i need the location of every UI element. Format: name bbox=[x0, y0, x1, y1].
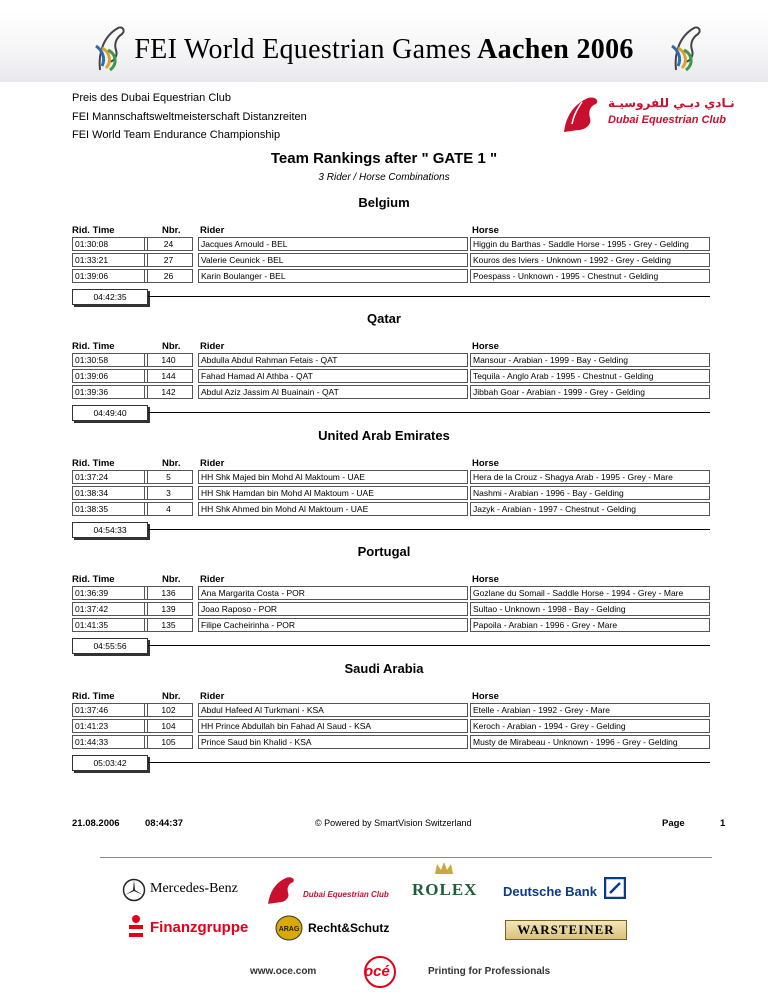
sponsor-divider bbox=[100, 857, 712, 858]
column-header-nbr: Nbr. bbox=[162, 341, 181, 352]
team-name: Belgium bbox=[358, 195, 410, 210]
cell-rider: HH Prince Abdullah bin Fahad Al Saud - KSA bbox=[198, 719, 468, 733]
cell-nbr: 3 bbox=[144, 486, 193, 500]
column-header-horse: Horse bbox=[472, 574, 499, 585]
section-divider bbox=[148, 412, 710, 413]
cell-nbr: 142 bbox=[144, 385, 193, 399]
cell-time: 01:37:42 bbox=[72, 602, 148, 616]
team-total-time: 05:03:42 bbox=[72, 755, 148, 771]
sponsor-deutsche-bank: Deutsche Bank bbox=[503, 884, 597, 899]
cell-time: 01:37:24 bbox=[72, 470, 148, 484]
dubai-club-horse-icon bbox=[560, 94, 604, 134]
team-total-time: 04:54:33 bbox=[72, 522, 148, 538]
page-title: Team Rankings after " GATE 1 " bbox=[270, 150, 498, 167]
mercedes-star-icon bbox=[122, 878, 146, 902]
sparkasse-icon bbox=[127, 914, 145, 940]
column-header-horse: Horse bbox=[472, 691, 499, 702]
column-header-time: Rid. Time bbox=[72, 574, 115, 585]
column-header-time: Rid. Time bbox=[72, 225, 115, 236]
cell-nbr: 140 bbox=[144, 353, 193, 367]
sponsor-oce-url: www.oce.com bbox=[250, 966, 317, 977]
cell-horse: Gozlane du Somail - Saddle Horse - 1994 - Grey - Mare bbox=[470, 586, 710, 600]
cell-horse: Mansour - Arabian - 1999 - Bay - Gelding bbox=[470, 353, 710, 367]
cell-time: 01:36:39 bbox=[72, 586, 148, 600]
footer-page-label: Page bbox=[662, 818, 685, 829]
header-line-2: FEI Mannschaftsweltmeisterschaft Distanzreiten bbox=[72, 111, 307, 123]
cell-rider: Filipe Cacheirinha - POR bbox=[198, 618, 468, 632]
column-header-nbr: Nbr. bbox=[162, 458, 181, 469]
deutsche-bank-logo-icon bbox=[604, 877, 626, 899]
cell-rider: HH Shk Ahmed bin Mohd Al Maktoum - UAE bbox=[198, 502, 468, 516]
sponsor-warsteiner: WARSTEINER bbox=[517, 922, 615, 937]
team-total-time: 04:55:56 bbox=[72, 638, 148, 654]
cell-rider: HH Shk Hamdan bin Mohd Al Maktoum - UAE bbox=[198, 486, 468, 500]
cell-horse: Etelle - Arabian - 1992 - Grey - Mare bbox=[470, 703, 710, 717]
column-header-nbr: Nbr. bbox=[162, 574, 181, 585]
team-name: United Arab Emirates bbox=[318, 428, 450, 443]
section-divider bbox=[148, 529, 710, 530]
sponsor-recht-schutz: Recht&Schutz bbox=[308, 921, 390, 935]
cell-nbr: 4 bbox=[144, 502, 193, 516]
cell-horse: Sultao - Unknown - 1998 - Bay - Gelding bbox=[470, 602, 710, 616]
cell-nbr: 135 bbox=[144, 618, 193, 632]
footer-time: 08:44:37 bbox=[145, 818, 184, 829]
page-subtitle: 3 Rider / Horse Combinations bbox=[318, 172, 450, 183]
svg-text:ARAG: ARAG bbox=[278, 926, 300, 933]
team-name: Qatar bbox=[367, 311, 401, 326]
column-header-rider: Rider bbox=[200, 458, 225, 469]
footer-date: 21.08.2006 bbox=[72, 818, 120, 829]
cell-rider: Ana Margarita Costa - POR bbox=[198, 586, 468, 600]
cell-time: 01:41:23 bbox=[72, 719, 148, 733]
column-header-horse: Horse bbox=[472, 341, 499, 352]
section-divider bbox=[148, 645, 710, 646]
cell-horse: Jazyk - Arabian - 1997 - Chestnut - Gelding bbox=[470, 502, 710, 516]
cell-nbr: 102 bbox=[144, 703, 193, 717]
cell-rider: Joao Raposo - POR bbox=[198, 602, 468, 616]
cell-time: 01:41:35 bbox=[72, 618, 148, 632]
team-name: Portugal bbox=[357, 544, 411, 559]
cell-time: 01:39:06 bbox=[72, 369, 148, 383]
team-section bbox=[0, 195, 768, 305]
column-header-rider: Rider bbox=[200, 691, 225, 702]
sponsor-rolex: ROLEX bbox=[412, 880, 478, 899]
cell-rider: Karin Boulanger - BEL bbox=[198, 269, 468, 283]
cell-horse: Poespass - Unknown - 1995 - Chestnut - Gelding bbox=[470, 269, 710, 283]
team-section bbox=[0, 544, 768, 654]
cell-horse: Keroch - Arabian - 1994 - Grey - Gelding bbox=[470, 719, 710, 733]
cell-nbr: 27 bbox=[144, 253, 193, 267]
column-header-horse: Horse bbox=[472, 458, 499, 469]
cell-rider: Prince Saud bin Khalid - KSA bbox=[198, 735, 468, 749]
sponsor-mercedes: Mercedes-Benz bbox=[150, 881, 238, 896]
cell-time: 01:39:36 bbox=[72, 385, 148, 399]
cell-time: 01:30:08 bbox=[72, 237, 148, 251]
sponsor-dubai: Dubai Equestrian Club bbox=[303, 890, 389, 899]
cell-rider: Fahad Hamad Al Athba - QAT bbox=[198, 369, 468, 383]
cell-horse: Jibbah Goar - Arabian - 1999 - Grey - Gelding bbox=[470, 385, 710, 399]
cell-time: 01:38:34 bbox=[72, 486, 148, 500]
cell-rider: Jacques Arnould - BEL bbox=[198, 237, 468, 251]
header-line-3: FEI World Team Endurance Championship bbox=[72, 129, 281, 141]
banner-title-b: Aachen 2006 bbox=[477, 34, 634, 65]
cell-time: 01:39:06 bbox=[72, 269, 148, 283]
cell-horse: Papoila - Arabian - 1996 - Grey - Mare bbox=[470, 618, 710, 632]
cell-time: 01:30:58 bbox=[72, 353, 148, 367]
sponsor-finanzgruppe: Finanzgruppe bbox=[150, 919, 249, 936]
cell-rider: Valerie Ceunick - BEL bbox=[198, 253, 468, 267]
header-line-1: Preis des Dubai Equestrian Club bbox=[72, 92, 231, 104]
footer-powered: © Powered by SmartVision Switzerland bbox=[315, 818, 472, 828]
cell-time: 01:44:33 bbox=[72, 735, 148, 749]
column-header-rider: Rider bbox=[200, 574, 225, 585]
cell-horse: Higgin du Barthas - Saddle Horse - 1995 - Grey - Gelding bbox=[470, 237, 710, 251]
team-section bbox=[0, 311, 768, 421]
cell-horse: Nashmi - Arabian - 1996 - Bay - Gelding bbox=[470, 486, 710, 500]
cell-time: 01:33:21 bbox=[72, 253, 148, 267]
column-header-nbr: Nbr. bbox=[162, 225, 181, 236]
banner-title bbox=[0, 34, 768, 66]
cell-time: 01:38:35 bbox=[72, 502, 148, 516]
section-divider bbox=[148, 296, 710, 297]
cell-horse: Musty de Mirabeau - Unknown - 1996 - Grey - Gelding bbox=[470, 735, 710, 749]
column-header-rider: Rider bbox=[200, 341, 225, 352]
cell-nbr: 5 bbox=[144, 470, 193, 484]
team-total-time: 04:49:40 bbox=[72, 405, 148, 421]
cell-horse: Kouros des Iviers - Unknown - 1992 - Grey - Gelding bbox=[470, 253, 710, 267]
team-section bbox=[0, 428, 768, 538]
cell-nbr: 139 bbox=[144, 602, 193, 616]
column-header-horse: Horse bbox=[472, 225, 499, 236]
banner-title-a: FEI World Equestrian Games bbox=[134, 34, 472, 65]
column-header-rider: Rider bbox=[200, 225, 225, 236]
club-name: Dubai Equestrian Club bbox=[608, 114, 726, 126]
dubai-club-sponsor-icon bbox=[265, 874, 299, 906]
rolex-crown-icon bbox=[433, 860, 455, 876]
cell-nbr: 136 bbox=[144, 586, 193, 600]
sponsor-oce-tagline: Printing for Professionals bbox=[428, 966, 551, 977]
column-header-time: Rid. Time bbox=[72, 341, 115, 352]
cell-horse: Tequila - Anglo Arab - 1995 - Chestnut - Gelding bbox=[470, 369, 710, 383]
cell-rider: Abdul Hafeed Al Turkmani - KSA bbox=[198, 703, 468, 717]
cell-nbr: 144 bbox=[144, 369, 193, 383]
section-divider bbox=[148, 762, 710, 763]
cell-rider: Abdulla Abdul Rahman Fetais - QAT bbox=[198, 353, 468, 367]
cell-time: 01:37:46 bbox=[72, 703, 148, 717]
team-name: Saudi Arabia bbox=[344, 661, 424, 676]
club-arabic-name: نـادي دبـي للفروسيـة bbox=[608, 96, 735, 110]
cell-rider: Abdul Aziz Jassim Al Buainain - QAT bbox=[198, 385, 468, 399]
team-total-time: 04:42:35 bbox=[72, 289, 148, 305]
cell-rider: HH Shk Majed bin Mohd Al Maktoum - UAE bbox=[198, 470, 468, 484]
cell-nbr: 26 bbox=[144, 269, 193, 283]
team-section bbox=[0, 661, 768, 771]
cell-nbr: 104 bbox=[144, 719, 193, 733]
column-header-time: Rid. Time bbox=[72, 458, 115, 469]
footer-page-number: 1 bbox=[720, 818, 726, 829]
cell-horse: Hera de la Crouz - Shagya Arab - 1995 - Grey - Mare bbox=[470, 470, 710, 484]
column-header-nbr: Nbr. bbox=[162, 691, 181, 702]
sponsor-oce: océ bbox=[364, 963, 390, 980]
arag-logo-icon bbox=[275, 915, 303, 941]
cell-nbr: 105 bbox=[144, 735, 193, 749]
column-header-time: Rid. Time bbox=[72, 691, 115, 702]
cell-nbr: 24 bbox=[144, 237, 193, 251]
